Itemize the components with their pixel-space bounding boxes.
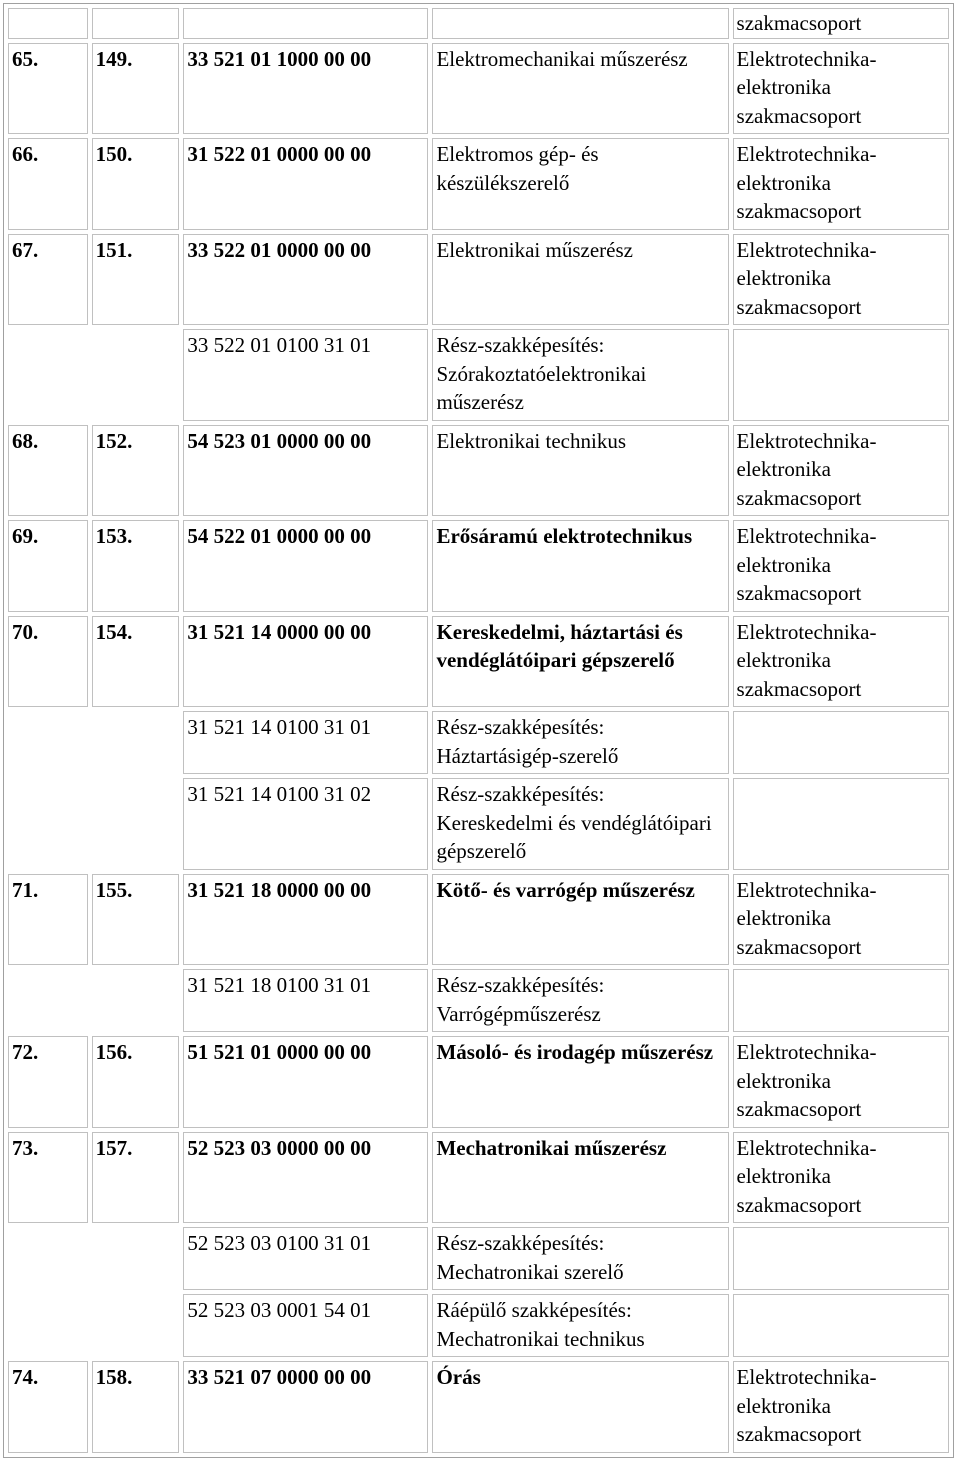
empty-cell	[8, 969, 179, 1032]
code-cell: 51 521 01 0000 00 00	[183, 1036, 428, 1128]
group-cell-empty	[733, 969, 949, 1032]
row-number: 65.	[8, 43, 88, 135]
group-line: Elektrotechnika-	[736, 619, 877, 644]
name-cell: Rész-szakképesítés: Háztartásigép-szerelő	[432, 711, 728, 774]
group-cell-empty	[733, 711, 949, 774]
row-number: 72.	[8, 1036, 88, 1128]
sub-number: 150.	[92, 138, 180, 230]
sub-number: 155.	[92, 874, 180, 966]
group-line: Elektrotechnika-	[736, 877, 877, 902]
sub-number: 151.	[92, 234, 180, 326]
group-line: szakmacsoport	[736, 676, 862, 701]
table-body	[8, 8, 949, 1453]
row-number: 73.	[8, 1132, 88, 1224]
name-cell: Erősáramú elektrotechnikus	[432, 520, 728, 612]
empty-cell	[8, 8, 88, 39]
code-cell: 54 523 01 0000 00 00	[183, 425, 428, 517]
code-cell: 31 521 18 0100 31 01	[183, 969, 428, 1032]
empty-cell	[8, 711, 179, 774]
row-number: 69.	[8, 520, 88, 612]
group-cell	[733, 234, 949, 326]
empty-cell	[8, 778, 179, 870]
group-cell	[733, 1132, 949, 1224]
row-number: 68.	[8, 425, 88, 517]
code-cell: 33 522 01 0000 00 00	[183, 234, 428, 326]
group-line: Elektrotechnika-	[736, 1135, 877, 1160]
code-cell: 31 521 14 0100 31 02	[183, 778, 428, 870]
table-row-partial	[8, 778, 949, 870]
table-row	[8, 234, 949, 326]
group-line: elektronika	[736, 457, 831, 481]
table-row-top-fragment	[8, 8, 949, 39]
name-cell: Órás	[432, 1361, 728, 1453]
table-row-partial	[8, 1227, 949, 1290]
table-row	[8, 1036, 949, 1128]
group-cell	[733, 1361, 949, 1453]
table-row-partial	[8, 1294, 949, 1357]
table-row-partial	[8, 969, 949, 1032]
empty-cell	[8, 1227, 179, 1290]
group-cell-empty	[733, 1294, 949, 1357]
group-cell	[733, 874, 949, 966]
empty-cell	[92, 8, 180, 39]
group-line: szakmacsoport	[736, 581, 862, 605]
name-cell: Elektronikai műszerész	[432, 234, 728, 326]
code-cell: 52 523 03 0100 31 01	[183, 1227, 428, 1290]
group-line: szakmacsoport	[736, 294, 862, 319]
table-row	[8, 616, 949, 708]
row-number: 74.	[8, 1361, 88, 1453]
table-row	[8, 520, 949, 612]
qualification-table	[3, 3, 954, 1458]
group-line: Elektrotechnika-	[736, 1365, 877, 1389]
group-cell	[733, 616, 949, 708]
group-cell	[733, 520, 949, 612]
sub-number: 152.	[92, 425, 180, 517]
group-cell	[733, 43, 949, 135]
group-line: elektronika	[736, 1393, 831, 1418]
group-cell	[733, 8, 949, 39]
group-line: elektronika	[736, 648, 831, 672]
group-line: szakmacsoport	[736, 103, 862, 128]
group-line: elektronika	[736, 75, 831, 99]
sub-number: 149.	[92, 43, 180, 135]
table-row	[8, 1361, 949, 1453]
sub-number: 157.	[92, 1132, 180, 1224]
row-number: 71.	[8, 874, 88, 966]
group-line: szakmacsoport	[736, 934, 862, 959]
group-line: szakmacsoport	[736, 1422, 862, 1446]
table-row-partial	[8, 711, 949, 774]
group-line: szakmacsoport	[736, 1192, 862, 1217]
group-line: szakmacsoport	[736, 11, 862, 35]
name-cell: Mechatronikai műszerész	[432, 1132, 728, 1224]
name-cell: Kötő- és varrógép műszerész	[432, 874, 728, 966]
name-cell: Elektromos gép- és készülékszerelő	[432, 138, 728, 230]
group-line: szakmacsoport	[736, 199, 862, 223]
group-cell	[733, 425, 949, 517]
group-cell-empty	[733, 778, 949, 870]
group-line: Elektrotechnika-	[736, 524, 877, 548]
group-cell	[733, 138, 949, 230]
table-row-partial	[8, 329, 949, 421]
name-cell: Elektromechanikai műszerész	[432, 43, 728, 135]
group-line: elektronika	[736, 906, 831, 930]
table-row	[8, 425, 949, 517]
name-cell: Rész-szakképesítés: Kereskedelmi és vendéglátóipari gépszerelő	[432, 778, 728, 870]
name-cell: Kereskedelmi, háztartási és vendéglátóipari gépszerelő	[432, 616, 728, 708]
sub-number: 154.	[92, 616, 180, 708]
code-cell: 52 523 03 0000 00 00	[183, 1132, 428, 1224]
empty-cell	[432, 8, 728, 39]
group-line: szakmacsoport	[736, 485, 862, 510]
table-row	[8, 874, 949, 966]
group-line: Elektrotechnika-	[736, 142, 877, 166]
code-cell: 31 521 14 0100 31 01	[183, 711, 428, 774]
code-cell: 33 522 01 0100 31 01	[183, 329, 428, 421]
row-number: 67.	[8, 234, 88, 326]
row-number: 70.	[8, 616, 88, 708]
code-cell: 33 521 07 0000 00 00	[183, 1361, 428, 1453]
empty-cell	[8, 329, 179, 421]
name-cell: Rész-szakképesítés: Mechatronikai szerelő	[432, 1227, 728, 1290]
row-number: 66.	[8, 138, 88, 230]
code-cell: 52 523 03 0001 54 01	[183, 1294, 428, 1357]
table-row	[8, 138, 949, 230]
group-line: Elektrotechnika-	[736, 237, 877, 262]
empty-cell	[183, 8, 428, 39]
sub-number: 153.	[92, 520, 180, 612]
name-cell: Rész-szakképesítés: Varrógépműszerész	[432, 969, 728, 1032]
group-line: elektronika	[736, 1164, 831, 1188]
group-line: elektronika	[736, 1068, 831, 1093]
sub-number: 158.	[92, 1361, 180, 1453]
group-line: Elektrotechnika-	[736, 428, 877, 453]
sub-number: 156.	[92, 1036, 180, 1128]
group-line: Elektrotechnika-	[736, 46, 877, 71]
group-line: Elektrotechnika-	[736, 1040, 877, 1064]
group-line: elektronika	[736, 170, 831, 195]
group-line: szakmacsoport	[736, 1097, 862, 1121]
table-row	[8, 43, 949, 135]
group-cell-empty	[733, 1227, 949, 1290]
code-cell: 31 521 14 0000 00 00	[183, 616, 428, 708]
table-row	[8, 1132, 949, 1224]
group-cell	[733, 1036, 949, 1128]
group-line: elektronika	[736, 552, 831, 577]
name-cell: Ráépülő szakképesítés: Mechatronikai technikus	[432, 1294, 728, 1357]
name-cell: Másoló- és irodagép műszerész	[432, 1036, 728, 1128]
code-cell: 31 521 18 0000 00 00	[183, 874, 428, 966]
code-cell: 54 522 01 0000 00 00	[183, 520, 428, 612]
code-cell: 33 521 01 1000 00 00	[183, 43, 428, 135]
group-line: elektronika	[736, 266, 831, 290]
name-cell: Rész-szakképesítés: Szórakoztatóelektronikai műszerész	[432, 329, 728, 421]
name-cell: Elektronikai technikus	[432, 425, 728, 517]
group-cell-empty	[733, 329, 949, 421]
code-cell: 31 522 01 0000 00 00	[183, 138, 428, 230]
empty-cell	[8, 1294, 179, 1357]
